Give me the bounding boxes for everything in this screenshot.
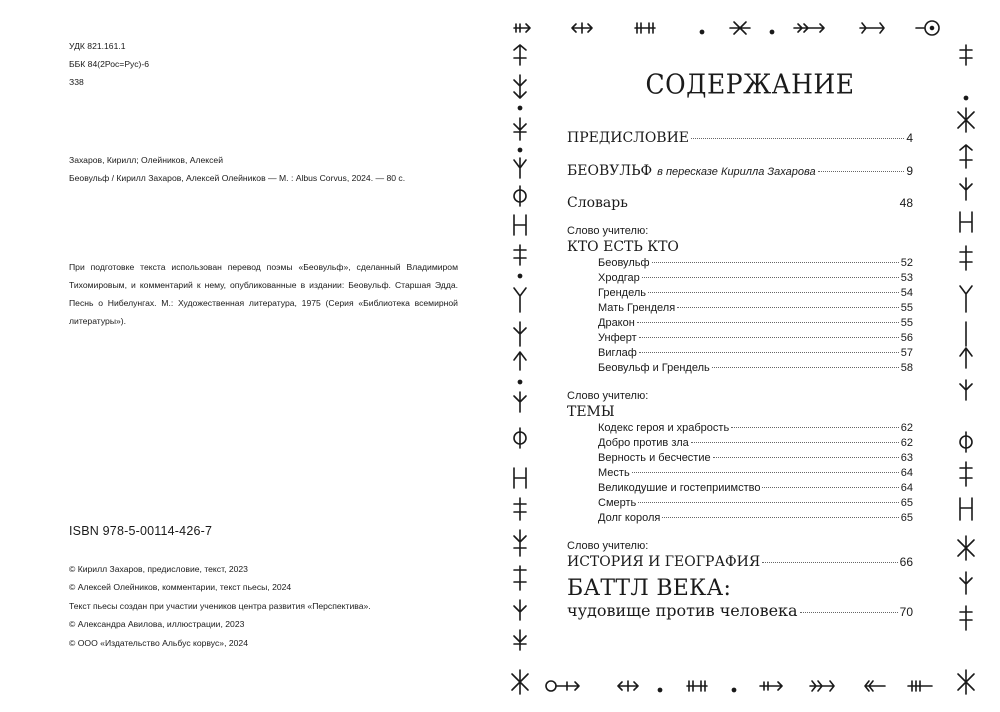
copyright-line: © Кирилл Захаров, предисловие, текст, 2023	[69, 564, 248, 574]
rune-column-left	[512, 45, 528, 694]
leader-dots	[762, 487, 898, 488]
rune-cross-icon	[730, 22, 750, 34]
toc-sub-entry[interactable]	[598, 286, 913, 301]
rune-bars-icon	[687, 681, 707, 691]
rune-column-right	[958, 45, 974, 694]
toc-page-number: 57	[900, 347, 913, 359]
toc-entry-label: Великодушие и гостеприимство	[598, 482, 761, 494]
toc-page-number: 4	[906, 131, 913, 145]
toc-entry-label: Смерть	[598, 497, 637, 509]
leader-dots	[713, 457, 899, 458]
dot-icon	[732, 688, 735, 691]
toc-entry-label: Беовульф	[598, 257, 650, 269]
toc-sub-entry[interactable]	[598, 496, 913, 511]
leader-dots	[691, 442, 899, 443]
leader-dots	[731, 427, 899, 428]
udk-code: УДК 821.161.1	[69, 41, 126, 51]
rune-arrow-icon	[514, 24, 530, 32]
toc-sub-entry[interactable]	[598, 466, 913, 481]
toc-page-number: 65	[900, 512, 913, 524]
leader-dots	[648, 292, 899, 293]
toc-entry-label: Унферт	[598, 332, 637, 344]
toc-sub-entry[interactable]	[598, 421, 913, 436]
toc-page-number: 62	[900, 422, 913, 434]
teacher-label: Слово учителю:	[567, 540, 649, 552]
toc-entry-label: Долг короля	[598, 512, 661, 524]
contents-page	[500, 0, 1000, 712]
toc-page-number: 58	[900, 362, 913, 374]
leader-dots	[639, 337, 899, 338]
rune-arrow-icon	[572, 23, 592, 33]
toc-entry-label: Мать Гренделя	[598, 302, 676, 314]
toc-sub-entry[interactable]	[598, 346, 913, 361]
who-list	[598, 256, 913, 376]
page-title: СОДЕРЖАНИЕ	[645, 68, 855, 101]
bibliographic-block	[69, 151, 405, 187]
toc-page-number: 53	[900, 272, 913, 284]
toc-page-number: 48	[899, 196, 913, 210]
rune-arrow-icon	[794, 24, 824, 32]
rune-arrow-icon	[618, 681, 638, 691]
toc-entry-label: Виглаф	[598, 347, 637, 359]
copyright-line: Текст пьесы создан при участии учеников центра развития «Перспектива».	[69, 600, 371, 611]
rune-bars-icon	[908, 681, 932, 691]
leader-dots	[638, 502, 898, 503]
dot-icon	[770, 30, 773, 33]
toc-page-number: 66	[899, 555, 913, 569]
leader-dots	[637, 322, 899, 323]
rune-arrow-icon	[860, 23, 884, 33]
toc-page-number: 70	[899, 605, 913, 619]
classification-block	[69, 37, 149, 91]
toc-page-number: 63	[900, 452, 913, 464]
toc-page-number: 9	[906, 164, 913, 178]
leader-dots	[762, 562, 897, 563]
toc-entry-beowulf[interactable]	[567, 163, 913, 179]
toc-sub-entry[interactable]	[598, 301, 913, 316]
toc-entry-label: Добро против зла	[598, 437, 689, 449]
toc-page-number: 64	[900, 482, 913, 494]
copyright-line: © ООО «Издательство Альбус корвус», 2024	[69, 637, 248, 648]
dot-icon	[658, 688, 661, 691]
toc-sub-entry[interactable]	[598, 511, 913, 526]
isbn: ISBN 978-5-00114-426-7	[69, 524, 213, 538]
rune-arrow-icon	[865, 681, 885, 691]
toc-sub-entry[interactable]	[598, 256, 913, 271]
toc-entry-label: ИСТОРИЯ И ГЕОГРАФИЯ	[567, 554, 761, 570]
leader-dots	[712, 367, 899, 368]
toc-entry-battle[interactable]	[567, 601, 913, 622]
rune-bars-icon	[635, 23, 655, 33]
rune-circle-icon	[916, 21, 939, 35]
toc-page-number: 64	[900, 467, 913, 479]
toc-page-number: 52	[900, 257, 913, 269]
leader-dots	[639, 352, 899, 353]
toc-entry-label: Месть	[598, 467, 630, 479]
toc-entry-dictionary[interactable]	[567, 195, 913, 211]
section-heading-who: КТО ЕСТЬ КТО	[567, 239, 679, 255]
leader-dots	[632, 472, 899, 473]
teacher-label: Слово учителю:	[567, 390, 649, 402]
toc-sub-entry[interactable]	[598, 436, 913, 451]
toc-sub-entry[interactable]	[598, 481, 913, 496]
copyright-line: © Алексей Олейников, комментарии, текст пьесы, 2024	[69, 582, 292, 593]
toc-entry-label: БЕОВУЛЬФ	[567, 163, 653, 179]
rune-arrow-icon	[810, 681, 834, 691]
toc-sub-entry[interactable]	[598, 331, 913, 346]
toc-sub-entry[interactable]	[598, 316, 913, 331]
copyright-line: © Александра Авилова, иллюстрации, 2023	[69, 619, 245, 630]
rune-arrow-icon	[760, 682, 782, 690]
toc-entry-label: Грендель	[598, 287, 646, 299]
dot-icon	[700, 30, 703, 33]
toc-sub-entry[interactable]	[598, 271, 913, 286]
toc-entry-preface[interactable]	[567, 130, 913, 146]
copyright-block	[69, 560, 371, 652]
battle-title: БАТТЛ ВЕКА:	[567, 576, 732, 601]
toc-entry-subtitle: в пересказе Кирилла Захарова	[657, 166, 816, 178]
authors-line: Захаров, Кирилл; Олейников, Алексей	[69, 155, 224, 165]
bib-entry: Беовульф / Кирилл Захаров, Алексей Олейников — М. : Albus Corvus, 2024. — 80 с.	[69, 173, 406, 183]
table-of-contents	[567, 130, 913, 622]
leader-dots	[677, 307, 899, 308]
annotation: При подготовке текста использован перевод поэмы «Беовульф», сделанный Владимиром Тихомировым, и комментарий к нему, опубликованные в издании: Беовульф. Старшая Эдда. Песнь о Нибелунгах. М.: Художественная литература, 1975 (Серия «Библиотека всемирной литературы»).	[69, 262, 458, 326]
toc-page-number: 55	[900, 302, 913, 314]
toc-page-number: 54	[900, 287, 913, 299]
leader-dots	[662, 517, 898, 518]
leader-dots	[652, 262, 899, 263]
toc-entry-label: Кодекс героя и храбрость	[598, 422, 730, 434]
toc-sub-entry[interactable]	[598, 451, 913, 466]
toc-sub-entry[interactable]	[598, 361, 913, 376]
teacher-label: Слово учителю:	[567, 225, 649, 237]
toc-page-number: 56	[900, 332, 913, 344]
toc-entry-label: Хродгар	[598, 272, 640, 284]
toc-entry-label: Верность и бесчестие	[598, 452, 711, 464]
leader-dots	[691, 138, 904, 139]
toc-entry-label: Словарь	[567, 195, 628, 211]
leader-dots	[642, 277, 899, 278]
author-mark: З38	[69, 77, 84, 87]
toc-entry-label: Беовульф и Грендель	[598, 362, 710, 374]
bbk-code: ББК 84(2Рос=Рус)-6	[69, 59, 150, 69]
leader-dots	[818, 171, 905, 172]
leader-dots	[800, 612, 898, 613]
toc-page-number: 65	[900, 497, 913, 509]
toc-page-number: 62	[900, 437, 913, 449]
toc-page-number: 55	[900, 317, 913, 329]
toc-entry-label: чудовище против человека	[567, 601, 798, 620]
rune-circle-icon	[546, 681, 579, 691]
toc-entry-label: Дракон	[598, 317, 635, 329]
themes-list	[598, 421, 913, 526]
section-heading-themes: ТЕМЫ	[567, 404, 615, 420]
toc-entry-label: ПРЕДИСЛОВИЕ	[567, 130, 690, 146]
toc-entry-history[interactable]	[567, 553, 913, 571]
